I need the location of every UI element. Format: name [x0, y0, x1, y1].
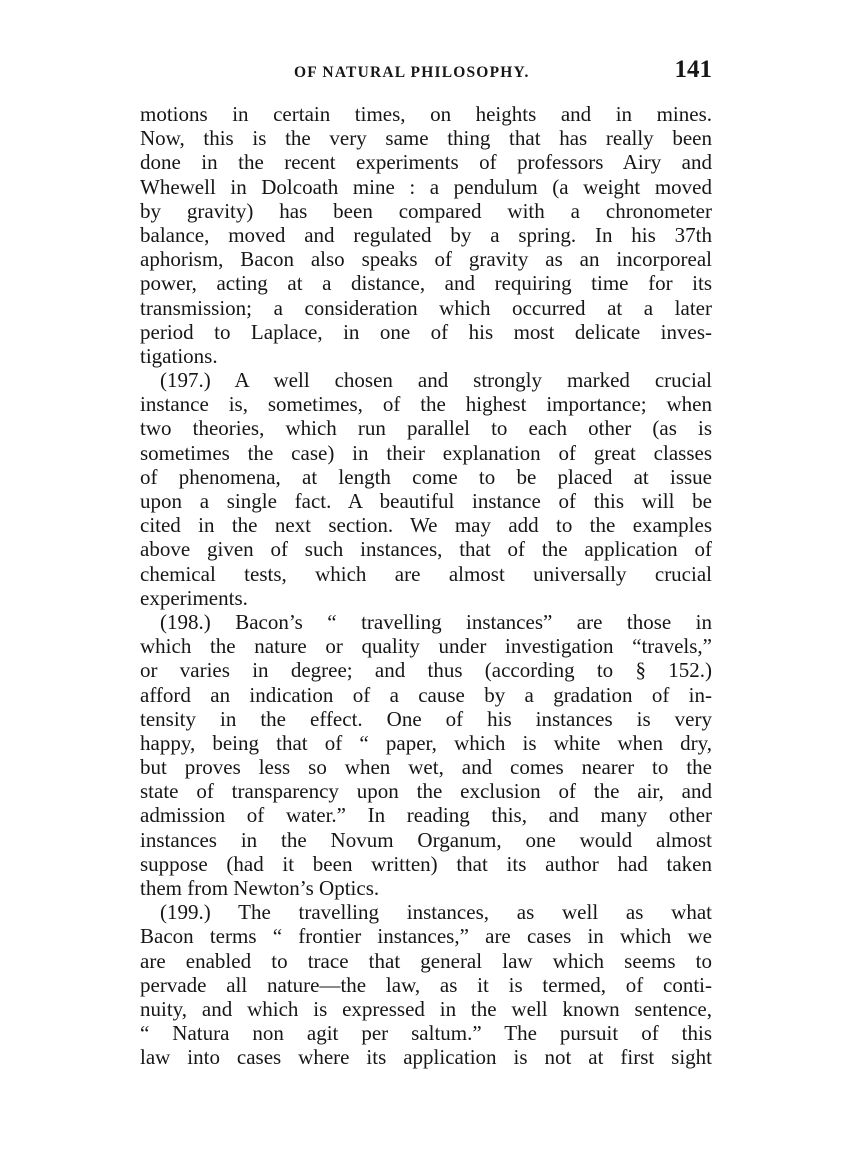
text-line: above given of such instances, that of the application of	[140, 537, 712, 562]
text-line: two theories, which run parallel to each other (as is	[140, 416, 712, 441]
text-line: are enabled to trace that general law which seems to	[140, 948, 712, 973]
text-line: motions in certain times, on heights and in mines.	[140, 102, 712, 126]
text-line: period to Laplace, in one of his most delicate inves-	[140, 319, 712, 344]
text-line: which the nature or quality under investigation “travels,”	[140, 634, 712, 659]
text-line: Whewell in Dolcoath mine : a pendulum (a weight moved	[140, 174, 712, 199]
text-line: by gravity) has been compared with a chronometer	[140, 198, 712, 223]
running-head-title: OF NATURAL PHILOSOPHY.	[294, 64, 530, 81]
text-line: aphorism, Bacon also speaks of gravity as an incorporeal	[140, 247, 712, 272]
text-line: (198.) Bacon’s “ travelling instances” are those in	[160, 609, 712, 634]
text-line: afford an indication of a cause by a gradation of in-	[140, 682, 712, 707]
text-line: experiments.	[140, 585, 248, 610]
text-line: done in the recent experiments of professors Airy and	[140, 150, 712, 175]
body-text	[140, 102, 712, 1070]
text-line: suppose (had it been written) that its author had taken	[140, 851, 712, 876]
text-line: pervade all nature—the law, as it is termed, of conti-	[140, 972, 712, 997]
text-line: tensity in the effect. One of his instances is very	[140, 706, 712, 731]
text-line: (197.) A well chosen and strongly marked crucial	[160, 368, 712, 393]
text-line: of phenomena, at length come to be placed at issue	[140, 464, 712, 489]
text-line: “ Natura non agit per saltum.” The pursuit of this	[140, 1021, 712, 1046]
text-line: state of transparency upon the exclusion of the air, and	[140, 779, 712, 804]
text-line: them from Newton’s Optics.	[140, 876, 380, 900]
text-line: instances in the Novum Organum, one would almost	[140, 827, 712, 852]
text-line: Now, this is the very same thing that has really been	[140, 126, 712, 151]
running-head	[140, 54, 712, 90]
text-line: admission of water.” In reading this, and many other	[140, 803, 712, 828]
text-line: Bacon terms “ frontier instances,” are cases in which we	[140, 924, 712, 949]
text-line: or varies in degree; and thus (according to § 152.)	[140, 658, 712, 683]
text-line: instance is, sometimes, of the highest importance; when	[140, 392, 712, 417]
text-line: balance, moved and regulated by a spring. In his 37th	[140, 222, 712, 247]
text-line: tigations.	[140, 343, 218, 368]
text-line: chemical tests, which are almost universally crucial	[140, 561, 712, 586]
text-line: transmission; a consideration which occurred at a later	[140, 295, 712, 320]
text-line: law into cases where its application is not at first sight	[140, 1045, 712, 1070]
text-line: upon a single fact. A beautiful instance of this will be	[140, 489, 712, 513]
text-line: nuity, and which is expressed in the well known sentence,	[140, 996, 712, 1021]
text-line: sometimes the case) in their explanation of great classes	[140, 440, 712, 465]
page-number: 141	[674, 56, 712, 83]
text-line: happy, being that of “ paper, which is white when dry,	[140, 730, 712, 755]
text-line: but proves less so when wet, and comes nearer to the	[140, 755, 712, 780]
text-line: (199.) The travelling instances, as well as what	[160, 900, 712, 925]
text-line: cited in the next section. We may add to the examples	[140, 513, 712, 538]
text-line: power, acting at a distance, and requiring time for its	[140, 271, 712, 296]
